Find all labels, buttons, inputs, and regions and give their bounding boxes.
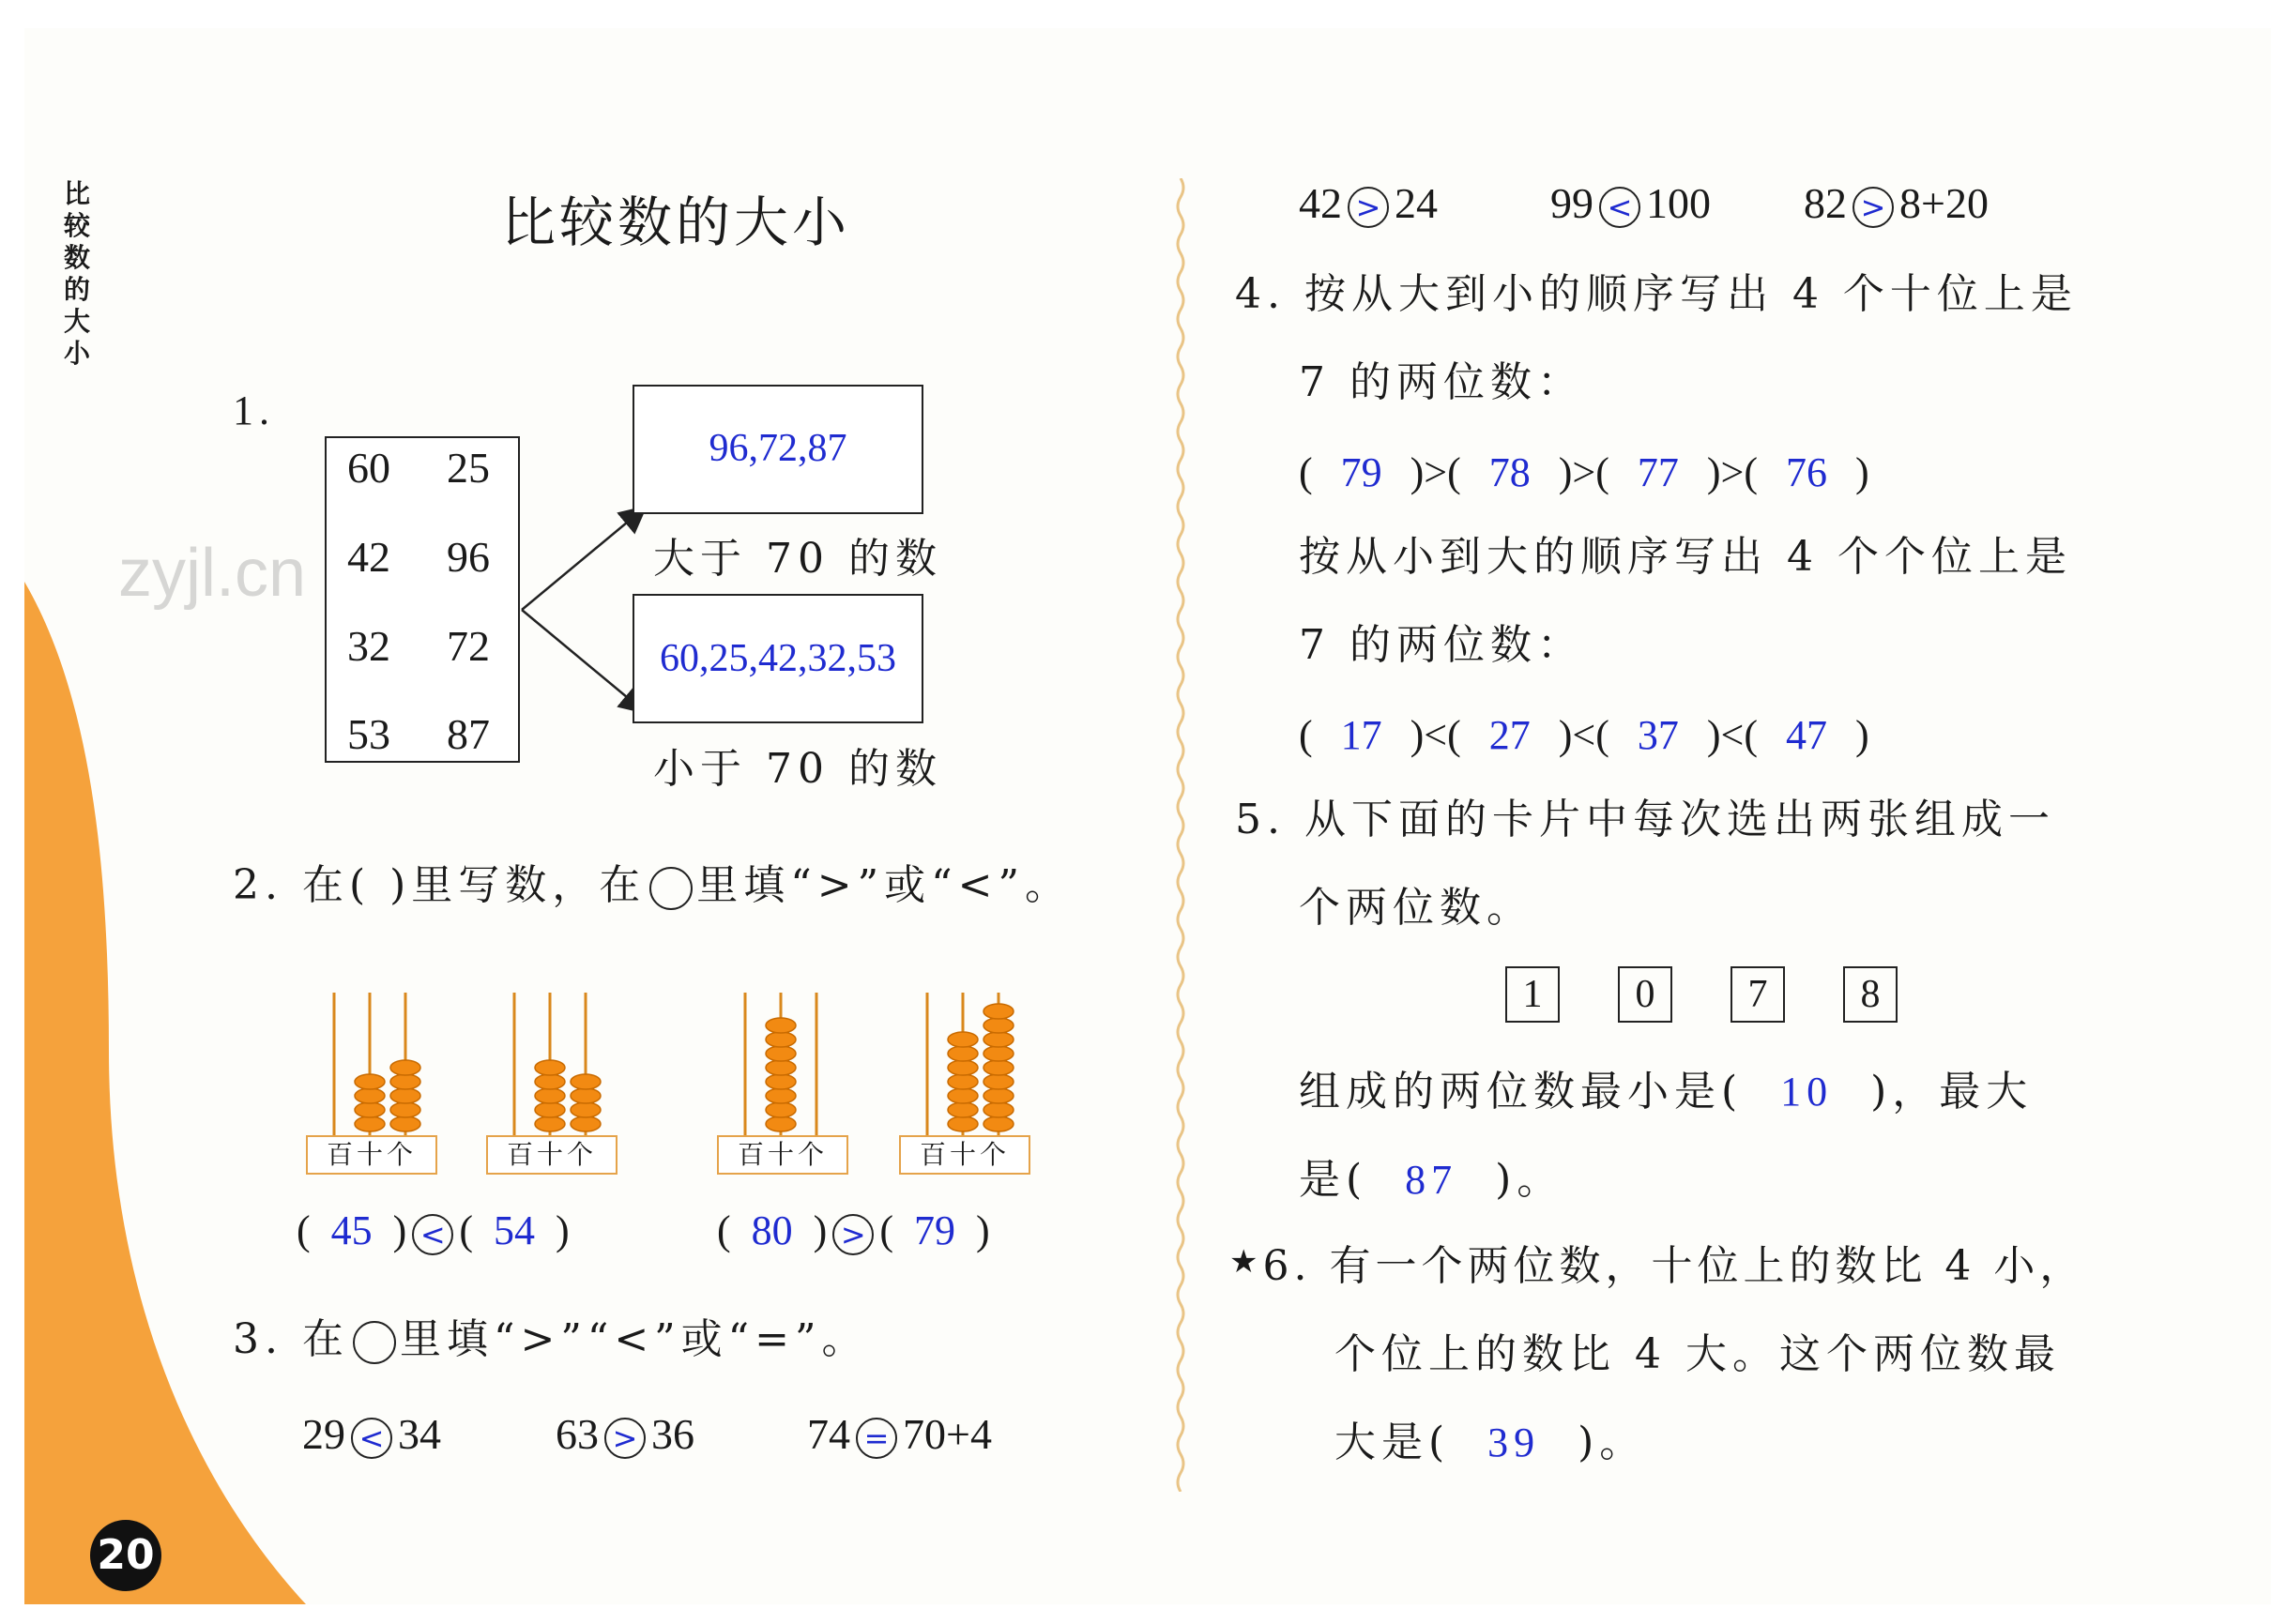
- abacus-bead: [390, 1088, 420, 1103]
- abacus-bead: [766, 1060, 796, 1075]
- abacus-bead: [766, 1088, 796, 1103]
- q5-line4: [1299, 1156, 1564, 1204]
- q6-line1: [1229, 1242, 2086, 1290]
- abacus-value: 54: [493, 1207, 535, 1253]
- q3-left: 63: [556, 1410, 599, 1458]
- number-card: 1: [1505, 966, 1560, 1023]
- q5-line1: 5. 从下面的卡片中每次选出两张组成一: [1235, 796, 2055, 843]
- q3-text-b: 里填“>”“<”或“=”。: [399, 1315, 869, 1363]
- answer-number: 27: [1488, 712, 1531, 758]
- abacus-bead: [355, 1102, 385, 1117]
- number-card: 7: [1730, 966, 1785, 1023]
- grid-number: 60: [347, 444, 390, 492]
- q3-right: 34: [398, 1410, 441, 1458]
- less-than-70-answer: 60,25,42,32,53: [660, 637, 896, 680]
- abacus-bead: [948, 1046, 978, 1061]
- q6-line2: 个位上的数比 4 大。这个两位数最: [1334, 1330, 2061, 1378]
- q5-text: )。: [1495, 1156, 1564, 1204]
- abacus-bead: [390, 1060, 420, 1075]
- grid-number: 53: [347, 710, 390, 758]
- answer-number: 17: [1340, 712, 1382, 758]
- q3-left: 82: [1804, 179, 1847, 227]
- grid-number: 96: [447, 533, 490, 581]
- q3-left: 42: [1299, 179, 1342, 227]
- number-card: 8: [1843, 966, 1898, 1023]
- q5-line2: 个两位数。: [1299, 884, 1533, 932]
- abacus-bead: [983, 1018, 1014, 1033]
- q6-line3: [1334, 1419, 1647, 1466]
- abacus-bead: [983, 1074, 1014, 1089]
- comparison-sign: >: [1852, 187, 1894, 228]
- abacus-bead: [535, 1102, 565, 1117]
- abacus-bead: [535, 1074, 565, 1089]
- abacus-bead: [766, 1102, 796, 1117]
- abacus-bead: [983, 1060, 1014, 1075]
- abacus-bead: [535, 1060, 565, 1075]
- abacus-bead: [571, 1102, 601, 1117]
- grid-number: 72: [447, 622, 490, 670]
- q2-instruction: [233, 861, 1073, 910]
- q5-text: )，最大: [1870, 1068, 2034, 1116]
- abacus-bead: [766, 1046, 796, 1061]
- comparison-sign: >: [604, 1418, 646, 1459]
- q3-item: [556, 1409, 694, 1459]
- side-char: 大: [63, 306, 90, 337]
- abacus-bead: [983, 1046, 1014, 1061]
- abacus-label: 百十个: [486, 1135, 617, 1175]
- q3-item: [1550, 178, 1711, 228]
- q3-right: 70+4: [903, 1410, 992, 1458]
- q6-text: 6. 有一个两位数，十位上的数比 4 小，: [1262, 1242, 2086, 1290]
- q6-text: )。: [1578, 1419, 1647, 1466]
- comparison-sign: >: [832, 1214, 874, 1255]
- abacus-bead: [355, 1074, 385, 1089]
- q4-line2: 7 的两位数：: [1299, 358, 1584, 406]
- comparison-sign: <: [1599, 187, 1640, 228]
- q3-left: 99: [1550, 179, 1593, 227]
- q4-line1: 4. 按从大到小的顺序写出 4 个十位上是: [1235, 270, 2078, 318]
- grid-number: 87: [447, 710, 490, 758]
- abacus-bead: [571, 1116, 601, 1131]
- abacus-bead: [766, 1018, 796, 1033]
- answer-number: 37: [1637, 712, 1679, 758]
- q3-left: 74: [807, 1410, 850, 1458]
- q4-line3: 按从小到大的顺序写出 4 个个位上是: [1299, 533, 2072, 581]
- answer-number: 76: [1786, 449, 1828, 495]
- abacus-label: 百十个: [717, 1135, 848, 1175]
- answer-number: 78: [1488, 449, 1531, 495]
- q1-label: 1.: [233, 387, 275, 433]
- q2-comparison-1: ( 45 ) < ( 54 ): [297, 1207, 570, 1253]
- q6-answer: 39: [1487, 1419, 1541, 1465]
- comparison-sign: >: [1348, 187, 1389, 228]
- abacus-bead: [948, 1060, 978, 1075]
- watermark: zyjl.cn: [118, 536, 307, 611]
- side-char: 较: [63, 210, 90, 241]
- side-char: 数: [63, 242, 90, 273]
- q3-right: 24: [1395, 179, 1438, 227]
- side-char: 小: [63, 338, 90, 369]
- greater-than-70-answer: 96,72,87: [709, 427, 847, 470]
- q3-right: 36: [651, 1410, 694, 1458]
- q4-ascending-answer: ( 17 )<( 27 )<( 37 )<( 47 ): [1299, 712, 1869, 758]
- smallest-answer: 10: [1780, 1069, 1834, 1115]
- abacus-bead: [983, 1004, 1014, 1019]
- abacus-bead: [983, 1102, 1014, 1117]
- page-number: 20: [97, 1531, 155, 1579]
- q3-right: 100: [1646, 179, 1711, 227]
- q2-text-a: 2. 在( )里写数，在: [233, 861, 647, 909]
- number-card: 0: [1618, 966, 1672, 1023]
- side-section-label: [58, 178, 96, 370]
- side-char: 比: [63, 178, 90, 209]
- q3-item: [302, 1409, 441, 1459]
- q3-item: [807, 1409, 992, 1459]
- abacus-bead: [766, 1116, 796, 1131]
- greater-than-70-caption: 大于 70 的数: [653, 535, 942, 583]
- star-icon: ★: [1229, 1243, 1263, 1281]
- abacus-bead: [390, 1074, 420, 1089]
- comparison-sign: <: [351, 1418, 392, 1459]
- page-title: 比较数的大小: [501, 190, 851, 254]
- q2-comparison-2: ( 80 ) > ( 79 ): [717, 1207, 990, 1253]
- q3-item: [1299, 178, 1438, 228]
- comparison-sign: <: [412, 1214, 453, 1255]
- abacus-bead: [355, 1116, 385, 1131]
- answer-number: 47: [1786, 712, 1828, 758]
- q2-text-b: 里填“>”或“<”。: [696, 861, 1073, 909]
- answer-number: 77: [1637, 449, 1679, 495]
- largest-answer: 87: [1405, 1157, 1458, 1203]
- abacus-bead: [983, 1032, 1014, 1047]
- q4-line4: 7 的两位数：: [1299, 621, 1584, 669]
- abacus-bead: [766, 1032, 796, 1047]
- page-divider: [1171, 178, 1190, 1492]
- q3-left: 29: [302, 1410, 345, 1458]
- abacus-bead: [948, 1116, 978, 1131]
- grid-number: 42: [347, 533, 390, 581]
- abacus-bead: [948, 1032, 978, 1047]
- abacus-bead: [948, 1102, 978, 1117]
- grid-number: 25: [447, 444, 490, 492]
- abacus-label: 百十个: [899, 1135, 1030, 1175]
- abacus-bead: [390, 1116, 420, 1131]
- abacus-bead: [571, 1074, 601, 1089]
- side-char: 的: [63, 274, 90, 305]
- abacus-value: 45: [330, 1207, 373, 1253]
- blank-circle-icon: [353, 1321, 396, 1364]
- abacus-bead: [535, 1116, 565, 1131]
- page-number-badge: [90, 1520, 161, 1591]
- abacus-bead: [571, 1088, 601, 1103]
- orange-corner-decoration: [24, 582, 343, 1604]
- q3-item: [1804, 178, 1989, 228]
- abacus-bead: [390, 1102, 420, 1117]
- abacus-value: 79: [913, 1207, 955, 1253]
- q3-instruction: [233, 1315, 869, 1364]
- abacus-label: 百十个: [306, 1135, 437, 1175]
- answer-number: 79: [1340, 449, 1382, 495]
- abacus-bead: [948, 1088, 978, 1103]
- q3-text-a: 3. 在: [233, 1315, 349, 1363]
- q5-line3: [1299, 1068, 2034, 1116]
- workbook-page: [24, 28, 2271, 1604]
- less-than-70-caption: 小于 70 的数: [653, 745, 942, 793]
- comparison-sign: =: [856, 1418, 897, 1459]
- abacus-value: 80: [751, 1207, 793, 1253]
- q5-text: 是(: [1299, 1156, 1368, 1204]
- abacus-bead: [355, 1088, 385, 1103]
- abacus-bead: [983, 1116, 1014, 1131]
- q4-descending-answer: ( 79 )>( 78 )>( 77 )>( 76 ): [1299, 449, 1869, 495]
- blank-circle-icon: [649, 867, 693, 910]
- q6-text: 大是(: [1334, 1419, 1451, 1466]
- abacus-bead: [535, 1088, 565, 1103]
- q3-right: 8+20: [1899, 179, 1989, 227]
- q5-text: 组成的两位数最小是(: [1299, 1068, 1744, 1116]
- abacus-bead: [766, 1074, 796, 1089]
- grid-number: 32: [347, 622, 390, 670]
- abacus-bead: [983, 1088, 1014, 1103]
- abacus-bead: [948, 1074, 978, 1089]
